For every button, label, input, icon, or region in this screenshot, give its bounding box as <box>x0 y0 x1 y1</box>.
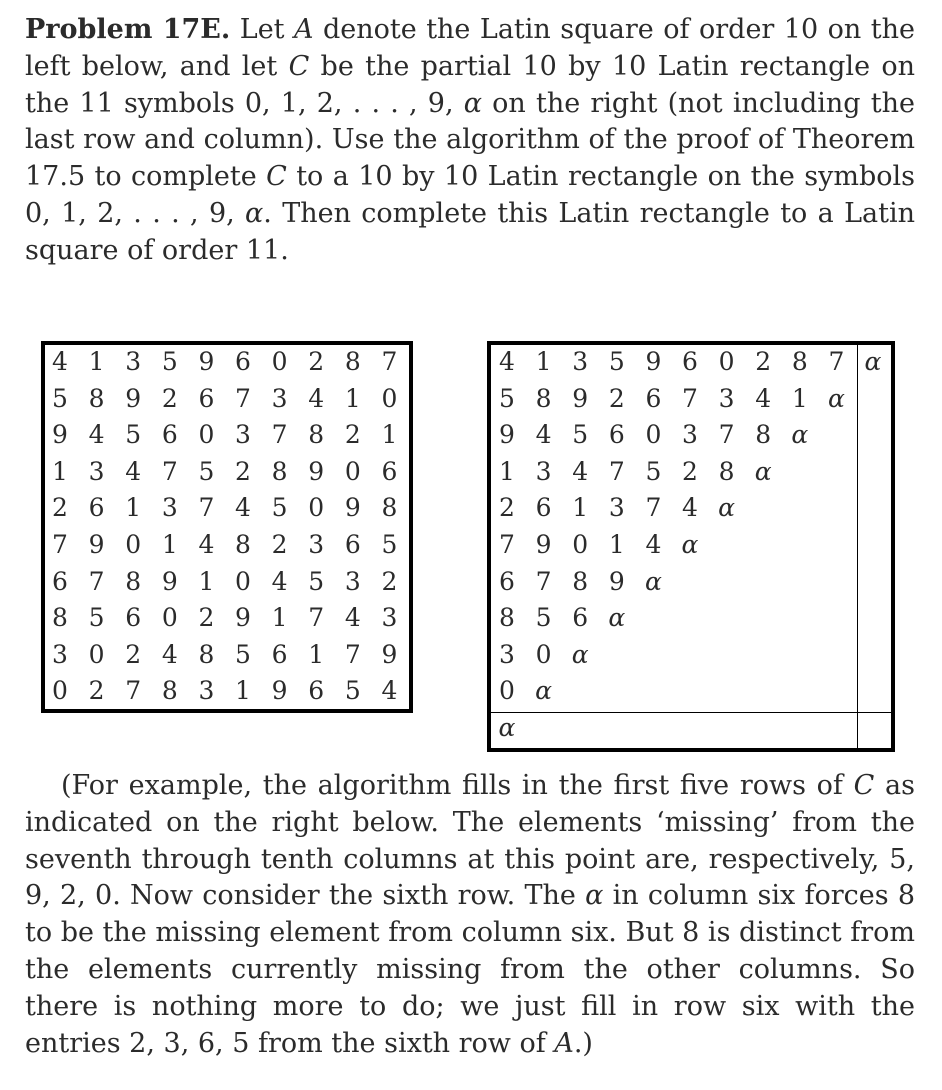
square-c-cell: 8 <box>791 347 808 376</box>
square-c-cell: 6 <box>535 493 552 523</box>
square-a-cell: 5 <box>271 493 288 523</box>
square-a-cell: 2 <box>198 603 215 633</box>
square-c-cell: 9 <box>535 530 552 559</box>
intro-text-segment: on the right (not including the last row and column). Use the algorithm of the proof of Theorem 17.5 to complete <box>25 87 915 193</box>
square-c-cell: 1 <box>535 347 552 376</box>
square-a-cell: 9 <box>52 420 68 450</box>
square-c-cell: α <box>681 530 699 559</box>
square-a-cell: 5 <box>198 456 215 486</box>
outro-text-segment: (For example, the algorithm fills in the first five rows of <box>61 770 854 801</box>
square-c-cell: 4 <box>535 420 552 450</box>
intro-text-segment: α <box>245 197 264 229</box>
square-c-cell: 7 <box>718 420 735 450</box>
square-c-cell: 1 <box>572 493 589 523</box>
square-a-cell: 3 <box>235 420 251 450</box>
square-c-cell: 1 <box>608 530 625 559</box>
square-a-cell: 7 <box>88 566 105 596</box>
square-a-cell: 9 <box>161 566 178 596</box>
square-a-cell: 1 <box>161 530 178 559</box>
square-c-cell: α <box>864 347 882 376</box>
square-a-cell: 2 <box>161 383 178 413</box>
intro-text-segment: denote the Latin square of order 10 on the left below, and let <box>25 14 915 82</box>
intro-text-segment: α <box>463 87 482 119</box>
outro-text-segment: .) <box>573 1027 593 1059</box>
square-a-cell: 8 <box>271 456 288 486</box>
square-c-cell: 7 <box>535 566 552 596</box>
square-a-cell: 8 <box>52 603 68 633</box>
intro-text-segment: C <box>288 50 310 82</box>
square-a-cell: 5 <box>344 676 361 706</box>
square-a-cell: 2 <box>271 530 288 559</box>
square-a-cell: 8 <box>161 676 178 706</box>
square-a-cell: 9 <box>344 493 361 523</box>
square-c-cell: 8 <box>718 456 735 486</box>
square-a-cell: 1 <box>235 676 251 706</box>
square-c-cell: α <box>754 456 772 486</box>
square-c-cell: α <box>498 713 516 742</box>
intro-text-segment: Let <box>230 14 294 45</box>
square-a-cell: 4 <box>381 676 398 706</box>
square-a-cell: 7 <box>161 456 178 486</box>
square-c-cell: 8 <box>535 383 552 413</box>
square-a-cell: 2 <box>344 420 361 450</box>
square-a-cell: 8 <box>88 383 105 413</box>
square-a-cell: 3 <box>161 493 178 523</box>
square-a-cell: 1 <box>308 639 325 669</box>
square-c-cell: 8 <box>572 566 589 596</box>
square-c-cell: 3 <box>682 420 698 450</box>
problem-label: Problem 17E. <box>25 14 231 45</box>
square-a-cell: 7 <box>308 603 325 633</box>
square-a-cell: 7 <box>271 420 288 450</box>
square-a-cell: 4 <box>308 383 325 413</box>
square-a-cell: 8 <box>344 347 361 376</box>
square-a-cell: 6 <box>308 676 325 706</box>
outro-text-segment: A <box>554 1027 574 1059</box>
last-column-divider <box>857 345 858 748</box>
square-c-cell: 5 <box>645 456 662 486</box>
outro-text-segment: as indicated on the right below. The elements ‘missing’ from the seventh through tenth columns at this point are, respectively, 5, 9, 2, 0. Now consider the sixth row. The <box>25 770 915 912</box>
square-a-cell: 0 <box>161 603 178 633</box>
square-a-cell: 6 <box>198 383 215 413</box>
square-c-cell: 4 <box>572 456 589 486</box>
square-c-cell: α <box>571 639 589 669</box>
square-c-cell: 9 <box>572 383 589 413</box>
square-a-cell: 0 <box>271 347 288 376</box>
square-a-cell: 6 <box>88 493 105 523</box>
square-c-cell: 3 <box>608 493 625 523</box>
square-c-cell: 5 <box>535 603 552 633</box>
square-c-cell: 0 <box>499 676 515 706</box>
outro-text-segment: C <box>853 770 875 801</box>
square-a-cell: 0 <box>344 456 361 486</box>
outro-text-segment: α <box>585 880 604 912</box>
square-a-cell: 4 <box>161 639 178 669</box>
square-a-cell: 9 <box>235 603 251 633</box>
square-a-cell: 8 <box>235 530 251 559</box>
square-a-cell: 2 <box>125 639 142 669</box>
square-c-cell: 0 <box>718 347 735 376</box>
square-a-cell: 2 <box>308 347 325 376</box>
square-c-cell: 6 <box>645 383 662 413</box>
square-a-cell: 5 <box>125 420 142 450</box>
square-a-cell: 4 <box>88 420 105 450</box>
square-c-cell: 0 <box>572 530 589 559</box>
square-a-cell: 6 <box>125 603 142 633</box>
square-a-cell: 9 <box>381 639 398 669</box>
square-a-cell: 5 <box>235 639 251 669</box>
square-a-cell: 0 <box>125 530 142 559</box>
square-a-cell: 7 <box>125 676 142 706</box>
intro-text-segment: A <box>294 14 314 45</box>
square-c-cell: α <box>791 420 809 450</box>
square-a-cell: 5 <box>88 603 105 633</box>
square-a-cell: 3 <box>344 566 361 596</box>
square-c-cell: 8 <box>499 603 515 633</box>
square-c-cell: 3 <box>572 347 589 376</box>
square-c-cell: 5 <box>499 383 515 413</box>
square-c-cell: 6 <box>682 347 698 376</box>
square-a-cell: 1 <box>344 383 361 413</box>
square-c-cell: 9 <box>499 420 515 450</box>
square-a-cell: 7 <box>381 347 398 376</box>
square-a-cell: 7 <box>198 493 215 523</box>
square-c-cell: α <box>718 493 736 523</box>
square-a-cell: 4 <box>52 347 68 376</box>
square-a-cell: 9 <box>271 676 288 706</box>
square-a-cell: 7 <box>344 639 361 669</box>
square-c-cell: 7 <box>499 530 515 559</box>
square-c-cell: 3 <box>499 639 515 669</box>
square-a-cell: 6 <box>52 566 68 596</box>
square-a-cell: 2 <box>235 456 251 486</box>
square-a-cell: 6 <box>271 639 288 669</box>
square-a-cell: 4 <box>235 493 251 523</box>
square-c-cell: 0 <box>645 420 662 450</box>
square-a-cell: 5 <box>381 530 398 559</box>
square-c-cell: 2 <box>755 347 772 376</box>
square-c-cell: 5 <box>572 420 589 450</box>
square-a-cell: 4 <box>271 566 288 596</box>
square-c-cell: 7 <box>608 456 625 486</box>
square-c-cell: 0 <box>535 639 552 669</box>
square-a-cell: 3 <box>125 347 142 376</box>
square-a-cell: 8 <box>198 639 215 669</box>
square-a-cell: 3 <box>88 456 105 486</box>
latin-square-a <box>41 341 413 713</box>
intro-text-segment: to a 10 by 10 Latin rectangle on the symbols 0, 1, 2, . . . , 9, <box>25 161 915 229</box>
latin-rectangle-c <box>487 341 895 752</box>
square-a-cell: 6 <box>235 347 251 376</box>
example-explanation <box>25 768 915 1062</box>
outro-text-segment: in column six forces 8 to be the missing element from column six. But 8 is distinct from the elements currently missing from the other columns. So there is nothing more to do; we just fill in row six with the entries 2, 3, 6, 5 from the sixth row of <box>25 880 915 1059</box>
square-c-cell: 6 <box>572 603 589 633</box>
square-a-cell: 6 <box>344 530 361 559</box>
square-c-cell: 7 <box>645 493 662 523</box>
last-row-divider <box>491 712 891 713</box>
square-c-cell: 3 <box>535 456 552 486</box>
square-a-cell: 1 <box>198 566 215 596</box>
square-a-cell: 4 <box>125 456 142 486</box>
intro-text-segment: be the partial 10 by 10 Latin rectangle on the 11 symbols 0, 1, 2, . . . , 9, <box>25 50 916 119</box>
square-c-cell: 2 <box>608 383 625 413</box>
square-a-cell: 8 <box>125 566 142 596</box>
square-a-cell: 1 <box>88 347 105 376</box>
square-a-cell: 5 <box>52 383 68 413</box>
square-a-cell: 2 <box>52 493 68 523</box>
square-a-cell: 1 <box>271 603 288 633</box>
problem-statement <box>25 12 915 270</box>
square-c-cell: 4 <box>755 383 772 413</box>
square-a-cell: 2 <box>381 566 398 596</box>
square-a-cell: 5 <box>308 566 325 596</box>
square-c-cell: 6 <box>499 566 515 596</box>
square-a-cell: 1 <box>125 493 142 523</box>
square-c-cell: 2 <box>499 493 515 523</box>
square-a-cell: 1 <box>381 420 398 450</box>
square-a-cell: 3 <box>52 639 68 669</box>
square-c-cell: 3 <box>718 383 735 413</box>
square-c-cell: α <box>827 383 845 413</box>
square-a-cell: 7 <box>52 530 68 559</box>
square-a-cell: 8 <box>308 420 325 450</box>
square-a-cell: 0 <box>88 639 105 669</box>
square-a-cell: 9 <box>88 530 105 559</box>
square-c-cell: 2 <box>682 456 698 486</box>
intro-text-segment: C <box>266 161 287 193</box>
square-c-cell: 4 <box>682 493 698 523</box>
square-a-cell: 5 <box>161 347 178 376</box>
square-c-cell: 5 <box>608 347 625 376</box>
square-a-cell: 0 <box>52 676 68 706</box>
square-c-cell: 9 <box>645 347 662 376</box>
square-a-cell: 0 <box>308 493 325 523</box>
square-a-cell: 0 <box>235 566 251 596</box>
square-a-cell: 4 <box>344 603 361 633</box>
square-c-cell: 7 <box>682 383 698 413</box>
square-c-cell: 8 <box>755 420 772 450</box>
square-c-cell: 1 <box>791 383 808 413</box>
square-a-cell: 6 <box>381 456 398 486</box>
square-c-cell: 7 <box>828 347 845 376</box>
square-c-cell: 4 <box>499 347 515 376</box>
square-c-cell: 4 <box>645 530 662 559</box>
square-a-cell: 3 <box>271 383 288 413</box>
square-a-cell: 3 <box>308 530 325 559</box>
square-c-cell: 1 <box>499 456 515 486</box>
square-c-cell: 9 <box>608 566 625 596</box>
square-a-cell: 2 <box>88 676 105 706</box>
intro-text-segment: . Then complete this Latin rectangle to a Latin square of order 11. <box>25 197 915 266</box>
square-c-cell: α <box>608 603 626 633</box>
square-a-cell: 0 <box>381 383 398 413</box>
square-c-cell: α <box>535 676 553 706</box>
square-a-cell: 9 <box>198 347 215 376</box>
square-a-cell: 9 <box>308 456 325 486</box>
square-a-cell: 9 <box>125 383 142 413</box>
square-c-cell: 6 <box>608 420 625 450</box>
square-a-cell: 0 <box>198 420 215 450</box>
square-a-cell: 8 <box>381 493 398 523</box>
square-a-cell: 6 <box>161 420 178 450</box>
square-a-cell: 3 <box>198 676 215 706</box>
square-a-cell: 7 <box>235 383 251 413</box>
square-a-cell: 4 <box>198 530 215 559</box>
square-a-cell: 1 <box>52 456 68 486</box>
square-a-cell: 3 <box>381 603 398 633</box>
square-c-cell: α <box>644 566 662 596</box>
